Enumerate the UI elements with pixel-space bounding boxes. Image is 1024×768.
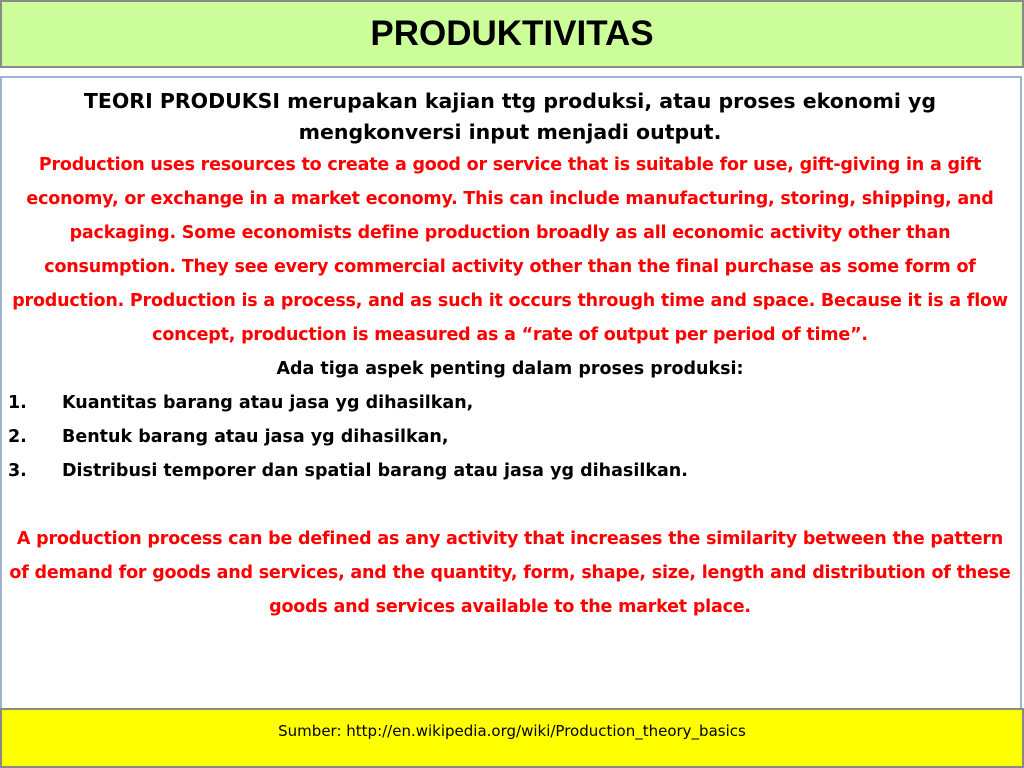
- title-bar: [0, 0, 1024, 68]
- lead-paragraph: TEORI PRODUKSI merupakan kajian ttg produksi, atau proses ekonomi yg mengkonversi input menjadi output.: [83, 89, 937, 144]
- spacer: [8, 488, 1012, 522]
- list-item-text: Distribusi temporer dan spatial barang atau jasa yg dihasilkan.: [62, 461, 688, 481]
- list-item-number: 2.: [8, 427, 27, 447]
- production-process-paragraph: A production process can be defined as any activity that increases the similarity between the pattern of demand for goods and services, and the quantity, form, shape, size, length and distribution of these goods and services available to the market place.: [9, 529, 1011, 617]
- content-area: [8, 86, 1012, 624]
- list-item-text: Kuantitas barang atau jasa yg dihasilkan,: [62, 393, 474, 413]
- list-item-number: 3.: [8, 461, 27, 481]
- list-item-text: Bentuk barang atau jasa yg dihasilkan,: [62, 427, 449, 447]
- list-item: [8, 420, 1012, 454]
- aspects-heading: Ada tiga aspek penting dalam proses produksi:: [276, 359, 744, 379]
- production-definition-paragraph: Production uses resources to create a good or service that is suitable for use, gift-giving in a gift economy, or exchange in a market economy. This can include manufacturing, storing, shipping, and packaging. Some economists define production broadly as all economic activity other than consumption. They see every commercial activity other than the final purchase as some form of production. Production is a process, and as such it occurs through time and space. Because it is a flow concept, production is measured as a “rate of output per period of time”.: [12, 155, 1008, 345]
- list-item: [8, 386, 1012, 420]
- list-item-number: 1.: [8, 393, 27, 413]
- list-item: [8, 454, 1012, 488]
- footer-bar: [0, 708, 1024, 768]
- slide-title: PRODUKTIVITAS: [370, 14, 654, 53]
- aspects-list: [8, 386, 1012, 488]
- source-citation: Sumber: http://en.wikipedia.org/wiki/Production_theory_basics: [278, 722, 746, 740]
